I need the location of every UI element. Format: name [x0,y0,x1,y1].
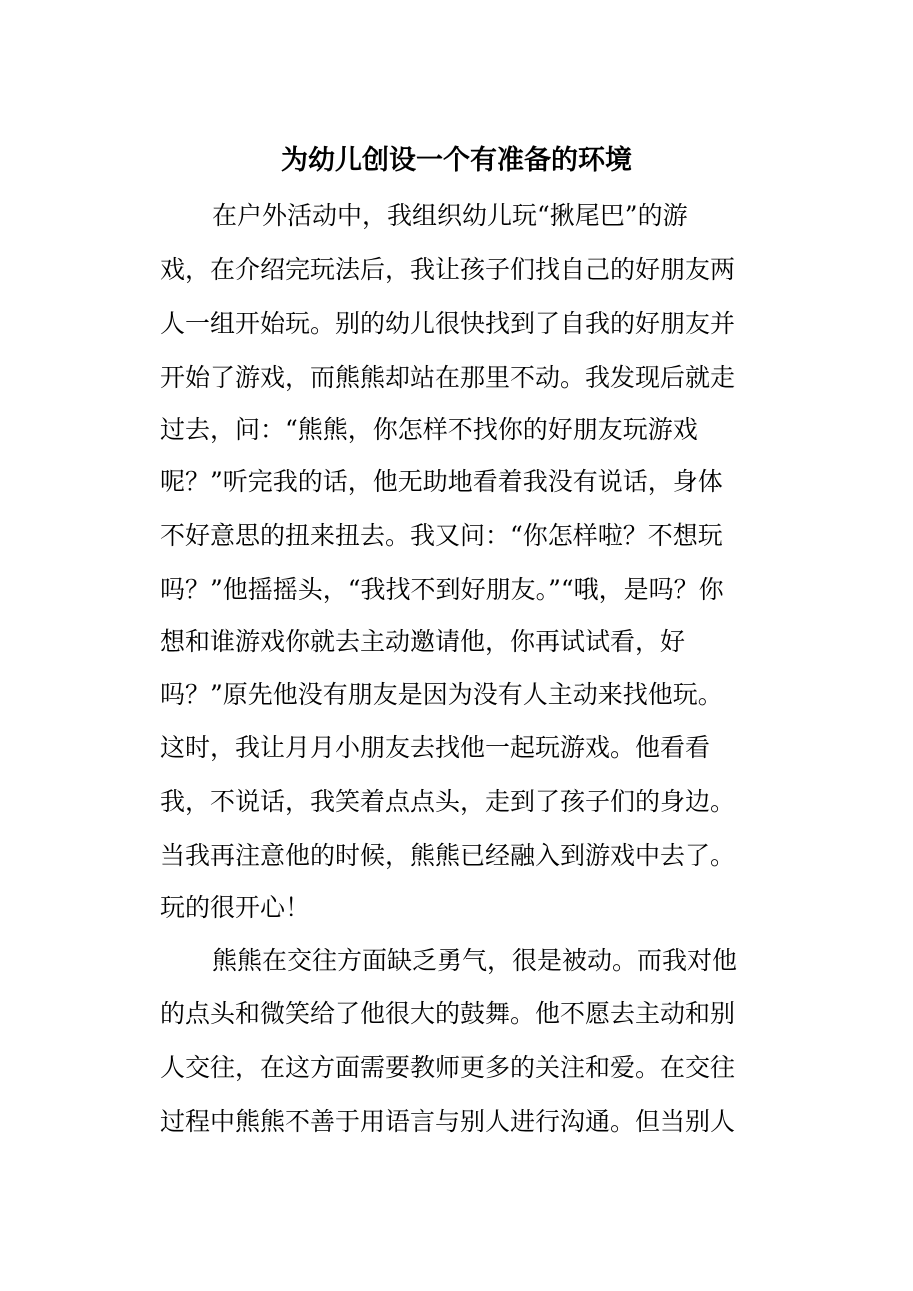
paragraph-2-line-1: 熊熊在交往方面缺乏勇气，很是被动。而我对他 [212,946,738,975]
paragraph-1-line-6: 呢？”听完我的话，他无助地看着我没有说话，身体 [160,467,723,496]
paragraph-2-line-4: 过程中熊熊不善于用语言与别人进行沟通。但当别人 [160,1107,736,1136]
paragraph-1-line-2: 戏，在介绍完玩法后，我让孩子们找自己的好朋友两 [160,255,736,284]
paragraph-1-line-12: 我，不说话，我笑着点点头，走到了孩子们的身边。 [160,787,736,816]
paragraph-2-line-2: 的点头和微笑给了他很大的鼓舞。他不愿去主动和别 [160,999,736,1028]
paragraph-1-line-8: 吗？”他摇摇头，“我找不到好朋友。”“哦，是吗？你 [160,575,724,604]
paragraph-2-line-3: 人交往，在这方面需要教师更多的关注和爱。在交往 [160,1053,736,1082]
paragraph-1-line-1: 在户外活动中，我组织幼儿玩“揪尾巴”的游 [212,201,688,230]
paragraph-1-line-9: 想和谁游戏你就去主动邀请他，你再试试看，好 [160,627,686,656]
paragraph-1-line-11: 这时，我让月月小朋友去找他一起玩游戏。他看看 [160,733,711,762]
paragraph-1-line-13: 当我再注意他的时候，熊熊已经融入到游戏中去了。 [160,841,736,870]
paragraph-1-line-4: 开始了游戏，而熊熊却站在那里不动。我发现后就走 [160,363,736,392]
paragraph-1-line-10: 吗？”原先他没有朋友是因为没有人主动来找他玩。 [160,680,723,709]
paragraph-1-line-7: 不好意思的扭来扭去。我又问：“你怎样啦？不想玩 [160,521,723,550]
paragraph-1-line-5: 过去，问：“熊熊，你怎样不找你的好朋友玩游戏 [160,415,698,444]
paragraph-1-line-3: 人一组开始玩。别的幼儿很快找到了自我的好朋友并 [160,309,736,338]
paragraph-1-line-14: 玩的很开心！ [160,893,311,922]
document-title: 为幼儿创设一个有准备的环境 [281,145,632,176]
